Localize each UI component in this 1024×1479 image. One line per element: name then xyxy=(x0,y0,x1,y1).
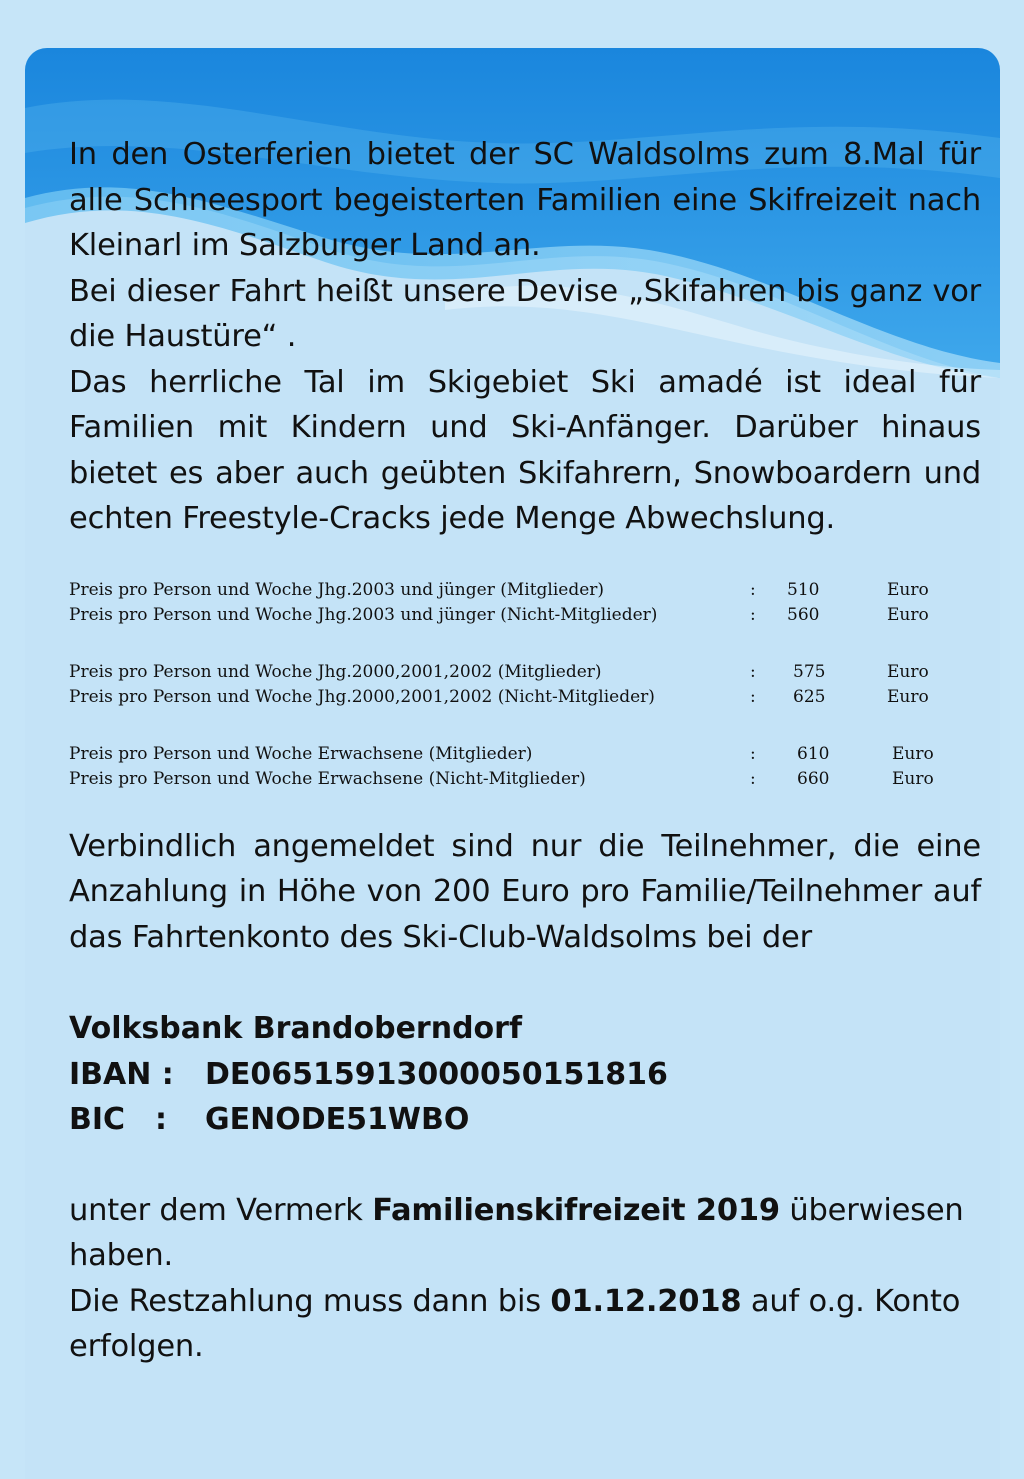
price-row xyxy=(69,578,981,603)
price-colon: : xyxy=(750,604,756,625)
price-label: Preis pro Person und Woche Jhg.2000,2001,2002 (Mitglieder) xyxy=(69,661,602,682)
price-group-2000-2002 xyxy=(69,660,981,710)
intro-paragraph-1: In den Osterferien bietet der SC Waldsolms zum 8.Mal für alle Schneesport begeisterten Familien eine Skifreizeit nach Kleinarl im Salzburger Land an. xyxy=(69,137,981,263)
price-currency: Euro xyxy=(892,768,934,789)
price-currency: Euro xyxy=(892,743,934,764)
price-row xyxy=(69,660,981,685)
iban-row xyxy=(69,1052,981,1098)
flyer-card xyxy=(25,48,1000,1479)
iban-value: DE06515913000050151816 xyxy=(205,1056,668,1092)
price-row xyxy=(69,742,981,767)
price-value: 575 xyxy=(793,661,826,682)
intro-paragraph-3: Das herrliche Tal im Skigebiet Ski amadé ist ideal für Familien mit Kindern und Ski-Anfänger. Darüber hinaus bietet es aber auch geübten Skifahrern, Snowboardern und echten Freestyle-Cracks jede Menge Abwechslung. xyxy=(69,364,981,536)
transfer-note-suffix: überwiesen haben. xyxy=(69,1192,964,1273)
bic-row xyxy=(69,1097,981,1143)
price-colon: : xyxy=(750,743,756,764)
price-list xyxy=(69,578,981,792)
price-value: 610 xyxy=(797,743,830,764)
bic-colon: : xyxy=(155,1102,167,1137)
rest-payment-prefix: Die Restzahlung muss dann bis xyxy=(69,1283,551,1319)
price-row xyxy=(69,767,981,792)
price-label: Preis pro Person und Woche Erwachsene (Mitglieder) xyxy=(69,743,533,764)
price-value: 560 xyxy=(787,604,820,625)
price-currency: Euro xyxy=(887,604,929,625)
rest-payment-note xyxy=(69,1279,981,1370)
transfer-note-prefix: unter dem Vermerk xyxy=(69,1192,373,1228)
price-colon: : xyxy=(750,661,756,682)
iban-label: IBAN : xyxy=(69,1056,174,1092)
flyer-content xyxy=(69,132,981,1370)
price-value: 625 xyxy=(793,686,826,707)
registration-paragraph: Verbindlich angemeldet sind nur die Teilnehmer, die eine Anzahlung in Höhe von 200 Euro pro Familie/Teilnehmer auf das Fahrtenkonto des Ski-Club-Waldsolms bei der xyxy=(69,828,981,955)
price-currency: Euro xyxy=(887,661,929,682)
bank-name: Volksbank Brandoberndorf xyxy=(69,1011,523,1046)
rest-payment-date: 01.12.2018 xyxy=(550,1283,742,1319)
price-colon: : xyxy=(750,768,756,789)
price-value: 510 xyxy=(787,579,820,600)
price-group-2003 xyxy=(69,578,981,628)
transfer-reference: Familienskifreizeit 2019 xyxy=(372,1192,780,1228)
price-colon: : xyxy=(750,579,756,600)
price-currency: Euro xyxy=(887,686,929,707)
bic-value: GENODE51WBO xyxy=(205,1102,470,1137)
price-group-adults xyxy=(69,742,981,792)
price-value: 660 xyxy=(797,768,830,789)
price-colon: : xyxy=(750,686,756,707)
intro-paragraph-2: Bei dieser Fahrt heißt unsere Devise „Skifahren bis ganz vor die Haustüre“ . xyxy=(69,273,981,354)
bank-name-row xyxy=(69,1006,981,1052)
bic-label: BIC xyxy=(69,1102,126,1137)
price-row xyxy=(69,603,981,628)
bank-details xyxy=(69,1006,981,1143)
price-label: Preis pro Person und Woche Jhg.2003 und jünger (Mitglieder) xyxy=(69,579,605,600)
rest-payment-suffix: auf o.g. Konto erfolgen. xyxy=(69,1283,961,1364)
price-currency: Euro xyxy=(887,579,929,600)
price-label: Preis pro Person und Woche Erwachsene (Nicht-Mitglieder) xyxy=(69,768,586,789)
transfer-note xyxy=(69,1188,981,1279)
price-label: Preis pro Person und Woche Jhg.2000,2001,2002 (Nicht-Mitglieder) xyxy=(69,686,655,707)
price-row xyxy=(69,685,981,710)
price-label: Preis pro Person und Woche Jhg.2003 und jünger (Nicht-Mitglieder) xyxy=(69,604,658,625)
